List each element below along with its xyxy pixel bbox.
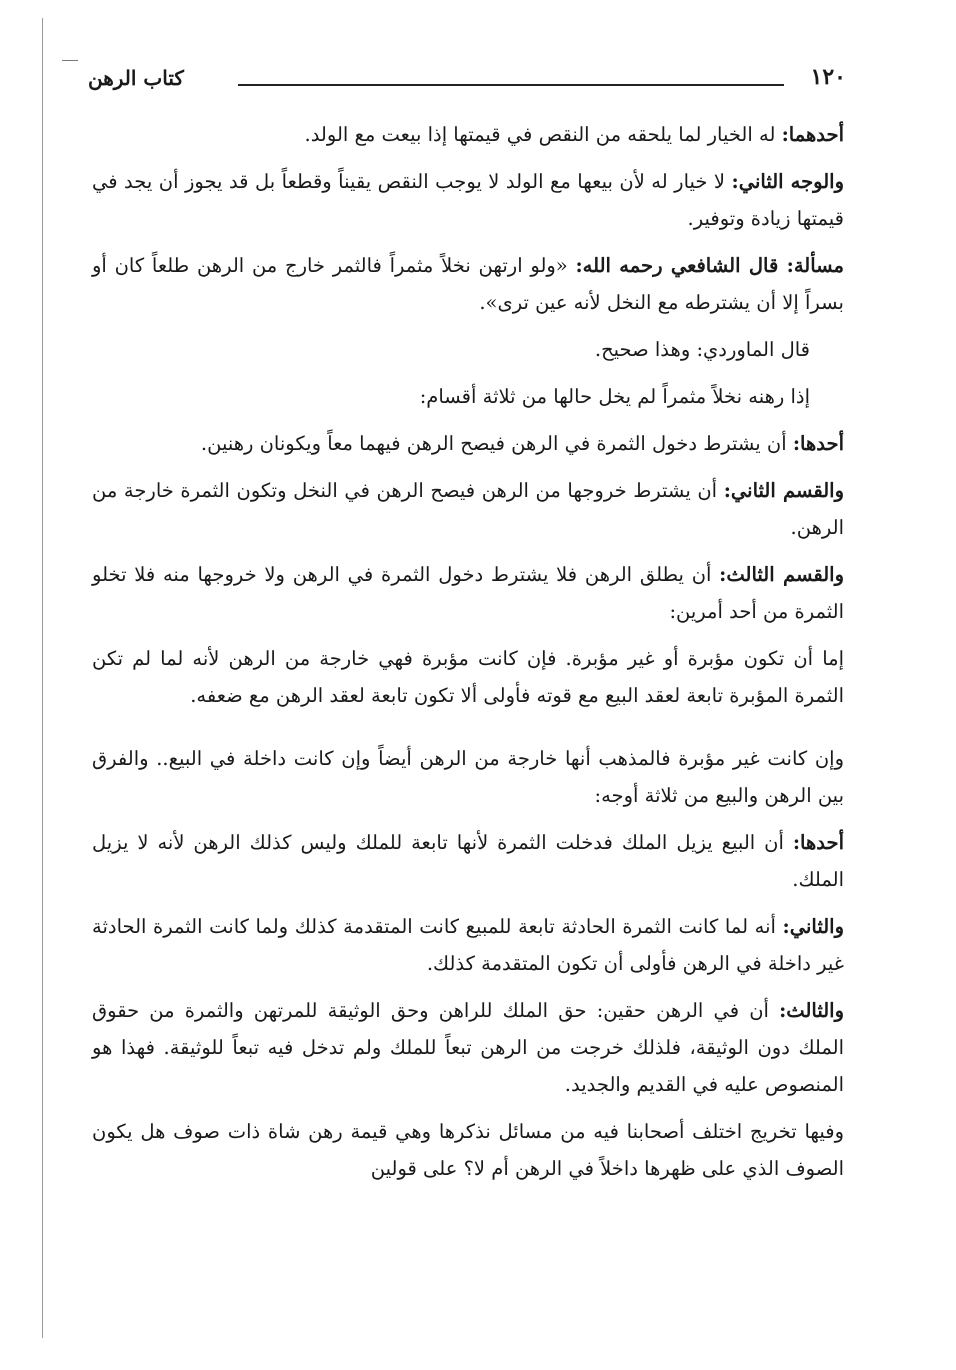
page-body — [92, 116, 844, 1197]
paragraph-lead: مسألة: قال الشافعي رحمه الله: — [575, 254, 844, 277]
paragraph — [92, 1113, 844, 1187]
paragraph — [92, 331, 844, 368]
paragraph-lead: والقسم الثاني: — [723, 479, 844, 502]
paragraph-lead: والوجه الثاني: — [731, 170, 844, 193]
paragraph-lead: أحدها: — [792, 432, 844, 455]
paragraph-text: «ولو ارتهن نخلاً مثمراً فالثمر خارج من الرهن طلعاً كان أو بسراً إلا أن يشترطه مع النخل لأنه عين ترى». — [92, 254, 844, 314]
paragraph — [92, 640, 844, 714]
paragraph-text: أن البيع يزيل الملك فدخلت الثمرة لأنها تابعة للملك وليس كذلك الرهن لأنه لا يزيل الملك. — [92, 831, 844, 891]
paragraph — [92, 247, 844, 321]
paragraph-text: أنه لما كانت الثمرة الحادثة تابعة للمبيع كانت المتقدمة كذلك ولما كانت الثمرة الحادثة غير داخلة في الرهن فأولى أن تكون المتقدمة كذلك. — [92, 915, 844, 975]
paragraph — [92, 556, 844, 630]
paragraph-text: أن في الرهن حقين: حق الملك للراهن وحق الوثيقة للمرتهن والثمرة من حقوق الملك دون الوثيقة، فلذلك خرجت من الرهن تبعاً للملك ولم تدخل فيه تبعاً للوثيقة. فهذا هو المنصوص عليه في القديم والجديد. — [92, 999, 844, 1096]
paragraph — [92, 378, 844, 415]
paragraph-text: إما أن تكون مؤبرة أو غير مؤبرة. فإن كانت مؤبرة فهي خارجة من الرهن لأنه لما لم تكن الثمرة المؤبرة تابعة لعقد البيع مع قوته فأولى ألا تكون تابعة لعقد الرهن مع ضعفه. — [92, 647, 844, 707]
page-margin-line — [42, 18, 43, 1338]
paragraph — [92, 992, 844, 1103]
margin-tick — [62, 60, 78, 61]
paragraph-text: قال الماوردي: وهذا صحيح. — [594, 338, 810, 361]
header-rule — [238, 84, 784, 86]
page-header — [88, 60, 846, 96]
paragraph-text: لا خيار له لأن بيعها مع الولد لا يوجب النقص يقيناً وقطعاً بل قد يجوز أن يجد في قيمتها زيادة وتوفير. — [92, 170, 844, 230]
paragraph-text: إذا رهنه نخلاً مثمراً لم يخل حالها من ثلاثة أقسام: — [419, 385, 810, 408]
paragraph — [92, 824, 844, 898]
paragraph-lead: والثاني: — [782, 915, 844, 938]
paragraph — [92, 740, 844, 814]
paragraph — [92, 116, 844, 153]
paragraph — [92, 425, 844, 462]
running-title: كتاب الرهن — [88, 66, 184, 90]
paragraph-text: أن يطلق الرهن فلا يشترط دخول الثمرة في الرهن ولا خروجها منه فلا تخلو الثمرة من أحد أمرين: — [92, 563, 844, 623]
paragraph-text: أن يشترط دخول الثمرة في الرهن فيصح الرهن فيهما معاً ويكونان رهنين. — [200, 432, 793, 455]
paragraph-text: أن يشترط خروجها من الرهن فيصح الرهن في النخل وتكون الثمرة خارجة من الرهن. — [92, 479, 844, 539]
paragraph-lead: أحدهما: — [781, 123, 844, 146]
paragraph-lead: أحدها: — [792, 831, 844, 854]
paragraph — [92, 163, 844, 237]
paragraph-text: وإن كانت غير مؤبرة فالمذهب أنها خارجة من الرهن أيضاً وإن كانت داخلة في البيع.. والفرق بين الرهن والبيع من ثلاثة أوجه: — [92, 747, 844, 807]
page-number: ١٢٠ — [810, 64, 846, 90]
paragraph-text: وفيها تخريج اختلف أصحابنا فيه من مسائل نذكرها وهي قيمة رهن شاة ذات صوف هل يكون الصوف الذي على ظهرها داخلاً في الرهن أم لا؟ على قولين — [92, 1120, 844, 1180]
paragraph-lead: والقسم الثالث: — [719, 563, 844, 586]
paragraph-text: له الخيار لما يلحقه من النقص في قيمتها إذا بيعت مع الولد. — [304, 123, 782, 146]
paragraph — [92, 472, 844, 546]
paragraph-lead: والثالث: — [779, 999, 844, 1022]
paragraph — [92, 908, 844, 982]
